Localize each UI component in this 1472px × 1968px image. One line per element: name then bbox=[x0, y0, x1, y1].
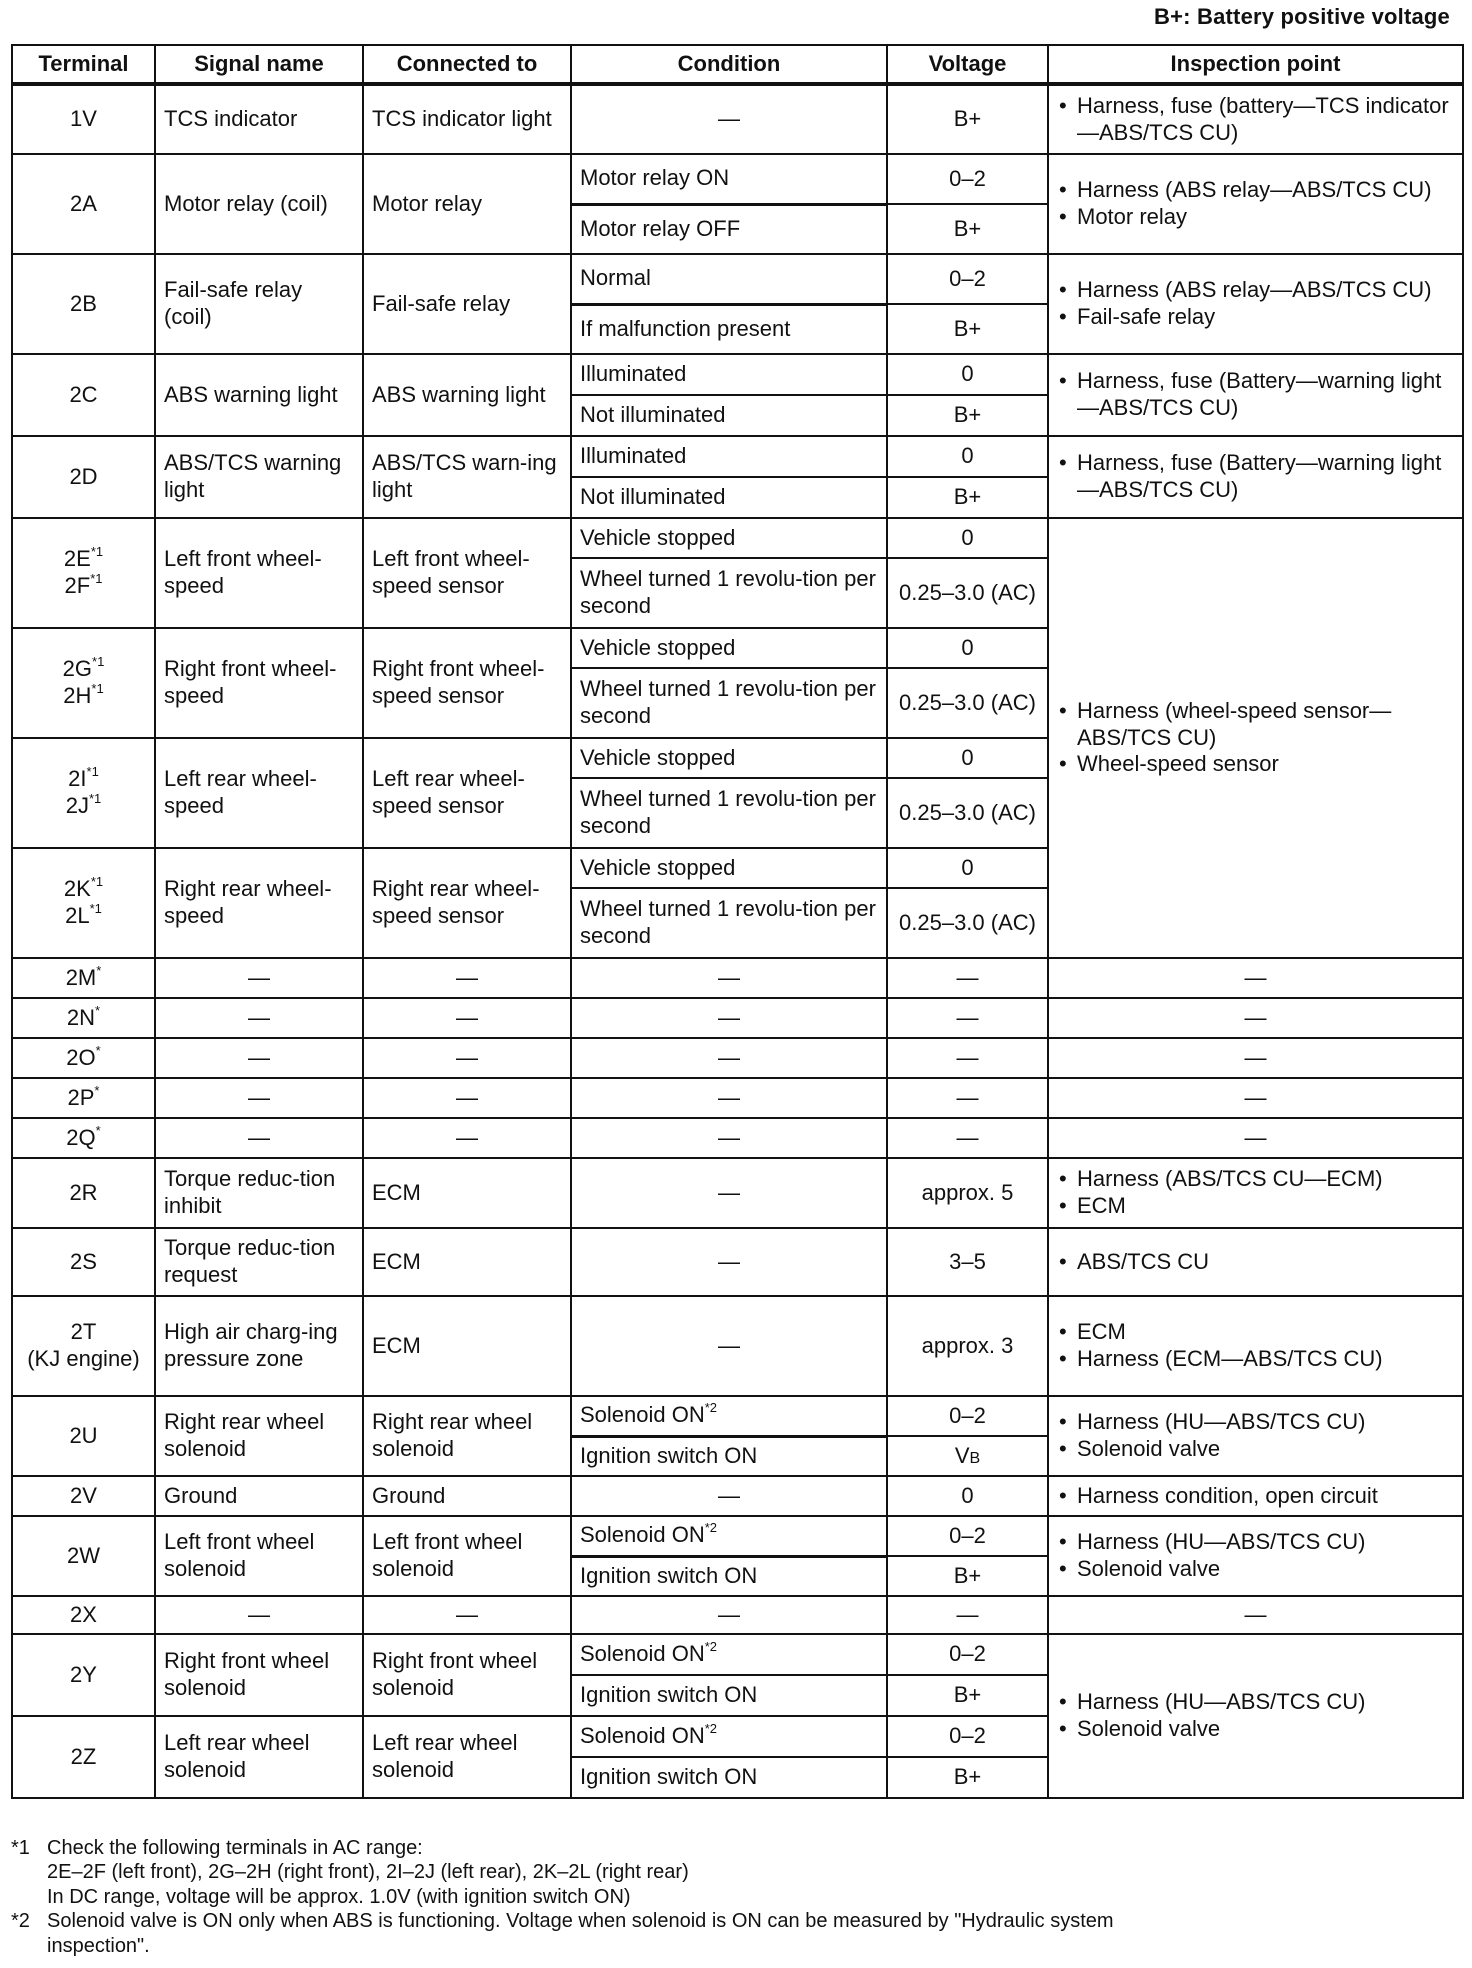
terminal-cell: 2C bbox=[12, 354, 155, 436]
note-mark: * bbox=[95, 1002, 101, 1018]
inspection-cell: — bbox=[1048, 1038, 1463, 1078]
condition-cell: — bbox=[571, 1228, 887, 1296]
voltage-cell: — bbox=[887, 1596, 1048, 1634]
inspection-item: • Harness, fuse (Battery—warning light—ABS/TCS CU) bbox=[1077, 450, 1454, 504]
connected-cell: — bbox=[363, 1078, 571, 1118]
terminal-voltage-table bbox=[11, 44, 1464, 1799]
inspection-item: • Solenoid valve bbox=[1077, 1436, 1454, 1463]
inspection-item: • Motor relay bbox=[1077, 204, 1454, 231]
terminal-b: 2F bbox=[64, 573, 91, 598]
condition-cell: — bbox=[571, 1038, 887, 1078]
inspection-item: • ECM bbox=[1077, 1319, 1454, 1346]
condition-cell: Ignition switch ON bbox=[571, 1556, 887, 1596]
note-mark: * bbox=[94, 1082, 100, 1098]
condition-cell: Wheel turned 1 revolu-tion per second bbox=[571, 778, 887, 848]
connected-cell: Left front wheel-speed sensor bbox=[363, 518, 571, 628]
footnote-line: Check the following terminals in AC range: bbox=[47, 1837, 423, 1859]
inspection-cell bbox=[1048, 1516, 1463, 1596]
connected-cell: — bbox=[363, 1038, 571, 1078]
terminal-a: 2K bbox=[63, 876, 91, 902]
table-row-2m bbox=[12, 958, 1463, 998]
terminal-cell: 2B bbox=[12, 254, 155, 354]
connected-cell: Ground bbox=[363, 1476, 571, 1516]
terminal-b: 2L bbox=[65, 903, 90, 928]
note-mark: *1 bbox=[88, 791, 102, 806]
condition-cell: — bbox=[571, 1118, 887, 1158]
voltage-cell: 0.25–3.0 (AC) bbox=[887, 888, 1048, 958]
condition-cell: If malfunction present bbox=[571, 304, 887, 354]
condition-cell: Not illuminated bbox=[571, 477, 887, 518]
footnote-line: inspection". bbox=[47, 1934, 150, 1957]
voltage-cell: 3–5 bbox=[887, 1228, 1048, 1296]
condition-cell: — bbox=[571, 1596, 887, 1634]
note-mark: *2 bbox=[704, 1400, 718, 1416]
inspection-item: • Harness condition, open circuit bbox=[1077, 1483, 1454, 1510]
voltage-cell: B+ bbox=[887, 395, 1048, 436]
voltage-cell: 0 bbox=[887, 518, 1048, 558]
terminal-cell: 2S bbox=[12, 1228, 155, 1296]
table-row-2c bbox=[12, 354, 1463, 395]
voltage-cell bbox=[887, 1436, 1048, 1476]
terminal-label: 2O bbox=[66, 1044, 96, 1070]
signal-cell: High air charg-ing pressure zone bbox=[155, 1296, 363, 1396]
table-header-row bbox=[12, 45, 1463, 84]
condition-cell: — bbox=[571, 1158, 887, 1228]
signal-cell: — bbox=[155, 998, 363, 1038]
table-row-2a bbox=[12, 154, 1463, 204]
terminal-cell: 2Z bbox=[12, 1716, 155, 1798]
terminal-cell: 2R bbox=[12, 1158, 155, 1228]
signal-cell: Right front wheel-speed bbox=[155, 628, 363, 738]
signal-cell: — bbox=[155, 1078, 363, 1118]
table-row-2s bbox=[12, 1228, 1463, 1296]
connected-cell: Motor relay bbox=[363, 154, 571, 254]
condition-cell: Wheel turned 1 revolu-tion per second bbox=[571, 668, 887, 738]
table-row-2q bbox=[12, 1118, 1463, 1158]
inspection-item: • Wheel-speed sensor bbox=[1077, 751, 1454, 778]
connected-cell: — bbox=[363, 1596, 571, 1634]
inspection-item: • Harness, fuse (Battery—warning light—ABS/TCS CU) bbox=[1077, 368, 1454, 422]
terminal-cell bbox=[12, 1296, 155, 1396]
signal-cell: — bbox=[155, 1038, 363, 1078]
condition-cell: — bbox=[571, 958, 887, 998]
note-mark: *1 bbox=[90, 544, 104, 560]
inspection-cell bbox=[1048, 1158, 1463, 1228]
signal-cell: Fail-safe relay (coil) bbox=[155, 254, 363, 354]
note-mark: *2 bbox=[704, 1639, 718, 1655]
inspection-item: • Harness (HU—ABS/TCS CU) bbox=[1077, 1689, 1454, 1716]
table-row-2v bbox=[12, 1476, 1463, 1516]
header-voltage: Voltage bbox=[887, 45, 1048, 84]
voltage-subscript: B bbox=[969, 1449, 981, 1467]
terminal-note: (KJ engine) bbox=[27, 1346, 140, 1371]
inspection-cell bbox=[1048, 1396, 1463, 1476]
footnote-body bbox=[47, 1909, 1114, 1958]
signal-cell: Motor relay (coil) bbox=[155, 154, 363, 254]
header-inspection-point: Inspection point bbox=[1048, 45, 1463, 84]
table-row-2n bbox=[12, 998, 1463, 1038]
voltage-cell: — bbox=[887, 1078, 1048, 1118]
inspection-item: • Harness, fuse (battery—TCS indicator—ABS/TCS CU) bbox=[1077, 93, 1454, 147]
inspection-item: • ECM bbox=[1077, 1193, 1454, 1220]
terminal-cell: 2U bbox=[12, 1396, 155, 1476]
table-row-2b bbox=[12, 254, 1463, 304]
note-mark: * bbox=[95, 1122, 101, 1138]
note-mark: *1 bbox=[90, 874, 104, 890]
table-row-2p bbox=[12, 1078, 1463, 1118]
terminal-cell: 2V bbox=[12, 1476, 155, 1516]
inspection-cell: — bbox=[1048, 1118, 1463, 1158]
header-connected-to: Connected to bbox=[363, 45, 571, 84]
voltage-cell: 0–2 bbox=[887, 1634, 1048, 1675]
condition-cell bbox=[571, 1634, 887, 1675]
voltage-cell: 0 bbox=[887, 738, 1048, 778]
voltage-cell: 0–2 bbox=[887, 154, 1048, 204]
terminal-cell: 2A bbox=[12, 154, 155, 254]
terminal-cell bbox=[12, 1038, 155, 1078]
voltage-cell: B+ bbox=[887, 304, 1048, 354]
condition-cell: Ignition switch ON bbox=[571, 1436, 887, 1476]
inspection-item: • Solenoid valve bbox=[1077, 1556, 1454, 1583]
inspection-cell bbox=[1048, 1296, 1463, 1396]
table-row-1v bbox=[12, 84, 1463, 154]
signal-cell: Left front wheel-speed bbox=[155, 518, 363, 628]
footnote-mark: *2 bbox=[11, 1910, 30, 1933]
condition-cell: Wheel turned 1 revolu-tion per second bbox=[571, 558, 887, 628]
condition-cell: Normal bbox=[571, 254, 887, 304]
note-mark: *1 bbox=[91, 681, 104, 696]
inspection-item: • Fail-safe relay bbox=[1077, 304, 1454, 331]
voltage-cell: 0 bbox=[887, 436, 1048, 477]
connected-cell: ECM bbox=[363, 1158, 571, 1228]
terminal-label: 2X bbox=[70, 1601, 97, 1627]
condition-cell: Illuminated bbox=[571, 436, 887, 477]
terminal-label: 2Q bbox=[66, 1124, 96, 1150]
inspection-cell bbox=[1048, 154, 1463, 254]
header-terminal: Terminal bbox=[12, 45, 155, 84]
voltage-cell: 0 bbox=[887, 1476, 1048, 1516]
signal-cell: Left rear wheel-speed bbox=[155, 738, 363, 848]
inspection-cell bbox=[1048, 354, 1463, 436]
voltage-cell: 0–2 bbox=[887, 254, 1048, 304]
terminal-cell bbox=[12, 628, 155, 738]
condition-cell: Vehicle stopped bbox=[571, 848, 887, 888]
condition-text: Solenoid ON bbox=[580, 1723, 705, 1749]
signal-cell: Torque reduc-tion request bbox=[155, 1228, 363, 1296]
connected-cell: Fail-safe relay bbox=[363, 254, 571, 354]
condition-cell: — bbox=[571, 84, 887, 154]
condition-text: Solenoid ON bbox=[580, 1522, 705, 1548]
note-mark: *1 bbox=[90, 571, 103, 586]
terminal-label: 2T bbox=[70, 1319, 97, 1345]
table-row-2w bbox=[12, 1516, 1463, 1556]
footnote-line: Solenoid valve is ON only when ABS is functioning. Voltage when solenoid is ON can be measured by "Hydraulic system bbox=[47, 1910, 1114, 1933]
voltage-cell: — bbox=[887, 1038, 1048, 1078]
inspection-cell bbox=[1048, 1228, 1463, 1296]
voltage-cell: 0–2 bbox=[887, 1396, 1048, 1436]
voltage-cell: B+ bbox=[887, 1757, 1048, 1798]
inspection-item: • Harness (ECM—ABS/TCS CU) bbox=[1077, 1346, 1454, 1373]
signal-cell: — bbox=[155, 958, 363, 998]
connected-cell: ABS warning light bbox=[363, 354, 571, 436]
connected-cell: Right rear wheel-speed sensor bbox=[363, 848, 571, 958]
inspection-cell bbox=[1048, 1476, 1463, 1516]
voltage-cell: B+ bbox=[887, 477, 1048, 518]
footnote-line: In DC range, voltage will be approx. 1.0V (with ignition switch ON) bbox=[47, 1885, 631, 1908]
condition-cell bbox=[571, 1396, 887, 1436]
signal-cell: Ground bbox=[155, 1476, 363, 1516]
voltage-cell: 0.25–3.0 (AC) bbox=[887, 668, 1048, 738]
terminal-a: 2I bbox=[68, 766, 87, 792]
signal-cell: Right front wheel solenoid bbox=[155, 1634, 363, 1716]
signal-cell: Left rear wheel solenoid bbox=[155, 1716, 363, 1798]
table-row-2e bbox=[12, 518, 1463, 558]
condition-cell: Not illuminated bbox=[571, 395, 887, 436]
terminal-a: 2E bbox=[63, 546, 91, 572]
footnote-2 bbox=[11, 1909, 1462, 1958]
signal-cell: Torque reduc-tion inhibit bbox=[155, 1158, 363, 1228]
header-condition: Condition bbox=[571, 45, 887, 84]
voltage-cell: B+ bbox=[887, 84, 1048, 154]
connected-cell: Left rear wheel-speed sensor bbox=[363, 738, 571, 848]
footnote-mark: *1 bbox=[11, 1837, 30, 1859]
footnote-1 bbox=[11, 1836, 1462, 1909]
voltage-cell: approx. 5 bbox=[887, 1158, 1048, 1228]
note-mark: * bbox=[95, 1042, 101, 1058]
condition-cell: Ignition switch ON bbox=[571, 1757, 887, 1798]
inspection-item: • Harness (wheel-speed sensor—ABS/TCS CU) bbox=[1077, 698, 1454, 752]
condition-cell: — bbox=[571, 1296, 887, 1396]
voltage-cell: B+ bbox=[887, 1556, 1048, 1596]
terminal-cell: 1V bbox=[12, 84, 155, 154]
condition-cell: Ignition switch ON bbox=[571, 1675, 887, 1716]
condition-cell: Vehicle stopped bbox=[571, 738, 887, 778]
voltage-cell: — bbox=[887, 998, 1048, 1038]
voltage-cell: B+ bbox=[887, 204, 1048, 254]
connected-cell: — bbox=[363, 958, 571, 998]
header-signal-name: Signal name bbox=[155, 45, 363, 84]
signal-cell: ABS warning light bbox=[155, 354, 363, 436]
note-mark: * bbox=[96, 962, 102, 978]
signal-cell: TCS indicator bbox=[155, 84, 363, 154]
condition-cell: Motor relay OFF bbox=[571, 204, 887, 254]
signal-cell: Right rear wheel solenoid bbox=[155, 1396, 363, 1476]
signal-cell: Left front wheel solenoid bbox=[155, 1516, 363, 1596]
signal-cell: ABS/TCS warning light bbox=[155, 436, 363, 518]
connected-cell: ECM bbox=[363, 1228, 571, 1296]
connected-cell: TCS indicator light bbox=[363, 84, 571, 154]
table-row-2x bbox=[12, 1596, 1463, 1634]
terminal-cell bbox=[12, 848, 155, 958]
note-mark: *1 bbox=[86, 764, 99, 780]
terminal-cell bbox=[12, 518, 155, 628]
terminal-label: 2M bbox=[65, 964, 97, 990]
inspection-cell bbox=[1048, 254, 1463, 354]
inspection-item: • Harness (ABS/TCS CU—ECM) bbox=[1077, 1166, 1454, 1193]
connected-cell: — bbox=[363, 1118, 571, 1158]
table-row-2u bbox=[12, 1396, 1463, 1436]
terminal-cell: 2W bbox=[12, 1516, 155, 1596]
terminal-a: 2G bbox=[62, 656, 93, 682]
note-mark: *1 bbox=[89, 901, 102, 916]
signal-cell: Right rear wheel-speed bbox=[155, 848, 363, 958]
connected-cell: ECM bbox=[363, 1296, 571, 1396]
footnotes bbox=[11, 1836, 1462, 1958]
inspection-cell: — bbox=[1048, 958, 1463, 998]
inspection-cell bbox=[1048, 84, 1463, 154]
condition-cell: Motor relay ON bbox=[571, 154, 887, 204]
inspection-item: • Harness (HU—ABS/TCS CU) bbox=[1077, 1409, 1454, 1436]
table-row-2d bbox=[12, 436, 1463, 477]
voltage-cell: 0 bbox=[887, 628, 1048, 668]
connected-cell: Right front wheel solenoid bbox=[363, 1634, 571, 1716]
note-mark: *2 bbox=[704, 1520, 718, 1536]
note-mark: *2 bbox=[704, 1721, 718, 1737]
table-row-2y bbox=[12, 1634, 1463, 1675]
inspection-item: • Solenoid valve bbox=[1077, 1716, 1454, 1743]
connected-cell: Right rear wheel solenoid bbox=[363, 1396, 571, 1476]
condition-cell: Vehicle stopped bbox=[571, 628, 887, 668]
voltage-cell: 0 bbox=[887, 848, 1048, 888]
condition-cell bbox=[571, 1716, 887, 1757]
terminal-cell: 2D bbox=[12, 436, 155, 518]
table-row-2o bbox=[12, 1038, 1463, 1078]
inspection-cell bbox=[1048, 1634, 1463, 1798]
voltage-cell: 0 bbox=[887, 354, 1048, 395]
condition-cell: — bbox=[571, 998, 887, 1038]
connected-cell: ABS/TCS warn-ing light bbox=[363, 436, 571, 518]
inspection-cell bbox=[1048, 518, 1463, 958]
signal-cell: — bbox=[155, 1596, 363, 1634]
condition-cell: — bbox=[571, 1476, 887, 1516]
table-row-2r bbox=[12, 1158, 1463, 1228]
table-row-2t bbox=[12, 1296, 1463, 1396]
terminal-cell bbox=[12, 958, 155, 998]
terminal-cell bbox=[12, 1118, 155, 1158]
inspection-item: • Harness (ABS relay—ABS/TCS CU) bbox=[1077, 177, 1454, 204]
signal-cell: — bbox=[155, 1118, 363, 1158]
battery-voltage-legend: B+: Battery positive voltage bbox=[1154, 4, 1450, 29]
condition-cell: Wheel turned 1 revolu-tion per second bbox=[571, 888, 887, 958]
voltage-text: V bbox=[954, 1442, 970, 1468]
terminal-b: 2J bbox=[65, 793, 89, 818]
condition-cell bbox=[571, 1516, 887, 1556]
voltage-cell: — bbox=[887, 958, 1048, 998]
terminal-cell bbox=[12, 1078, 155, 1118]
inspection-item: • ABS/TCS CU bbox=[1077, 1249, 1454, 1276]
voltage-cell: 0–2 bbox=[887, 1716, 1048, 1757]
terminal-label: 2P bbox=[67, 1084, 95, 1110]
voltage-cell: approx. 3 bbox=[887, 1296, 1048, 1396]
inspection-cell: — bbox=[1048, 998, 1463, 1038]
condition-cell: Vehicle stopped bbox=[571, 518, 887, 558]
footnote-line: 2E–2F (left front), 2G–2H (right front), 2I–2J (left rear), 2K–2L (right rear) bbox=[47, 1861, 689, 1884]
inspection-item: • Harness (ABS relay—ABS/TCS CU) bbox=[1077, 277, 1454, 304]
terminal-label: 2N bbox=[66, 1004, 96, 1030]
terminal-cell: 2Y bbox=[12, 1634, 155, 1716]
condition-text: Solenoid ON bbox=[580, 1402, 705, 1428]
inspection-cell: — bbox=[1048, 1596, 1463, 1634]
note-mark: *1 bbox=[92, 654, 105, 670]
voltage-cell: 0.25–3.0 (AC) bbox=[887, 778, 1048, 848]
condition-text: Solenoid ON bbox=[580, 1641, 705, 1667]
connected-cell: Left rear wheel solenoid bbox=[363, 1716, 571, 1798]
connected-cell: Left front wheel solenoid bbox=[363, 1516, 571, 1596]
voltage-cell: B+ bbox=[887, 1675, 1048, 1716]
inspection-item: • Harness (HU—ABS/TCS CU) bbox=[1077, 1529, 1454, 1556]
condition-cell: — bbox=[571, 1078, 887, 1118]
connected-cell: — bbox=[363, 998, 571, 1038]
inspection-cell: — bbox=[1048, 1078, 1463, 1118]
voltage-cell: 0–2 bbox=[887, 1516, 1048, 1556]
terminal-cell bbox=[12, 738, 155, 848]
connected-cell: Right front wheel-speed sensor bbox=[363, 628, 571, 738]
footnote-body bbox=[47, 1836, 689, 1909]
condition-cell: Illuminated bbox=[571, 354, 887, 395]
voltage-cell: 0.25–3.0 (AC) bbox=[887, 558, 1048, 628]
voltage-cell: — bbox=[887, 1118, 1048, 1158]
terminal-b: 2H bbox=[63, 683, 92, 708]
terminal-cell bbox=[12, 1596, 155, 1634]
terminal-cell bbox=[12, 998, 155, 1038]
inspection-cell bbox=[1048, 436, 1463, 518]
